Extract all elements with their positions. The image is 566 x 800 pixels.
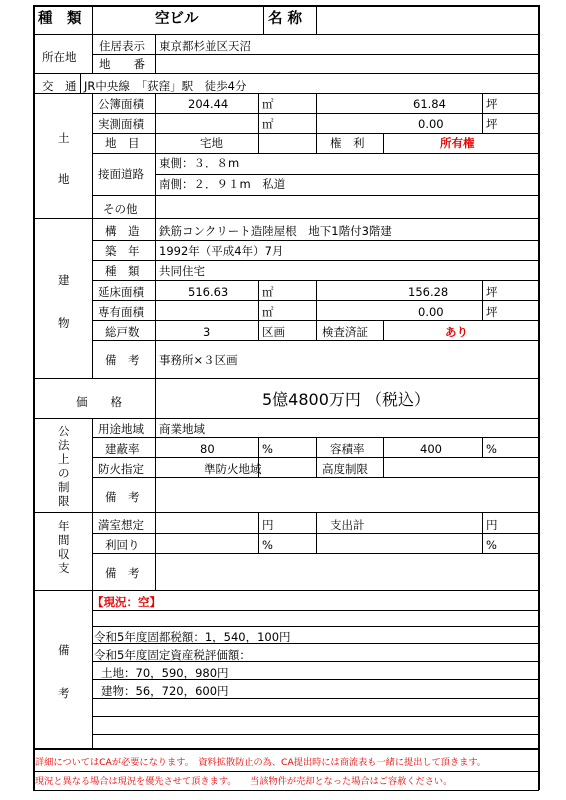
grid-line: [33, 5, 539, 7]
grid-line: [316, 437, 317, 477]
land-label-2: 地: [58, 172, 70, 186]
measured-area-tsubo: 0.00: [418, 117, 444, 131]
transport-label: 交 通: [42, 79, 77, 93]
grid-line: [258, 280, 259, 340]
address-value: 東京都杉並区天沼: [159, 39, 251, 53]
grid-line: [258, 512, 259, 553]
regulation-label-char: の: [58, 466, 70, 480]
grid-line: [482, 437, 483, 457]
grid-line: [33, 790, 539, 791]
other-label: その他: [103, 202, 138, 216]
notes-land-line: 土地：70，590，980円: [101, 666, 229, 680]
location-label: 所在地: [42, 50, 77, 64]
regulation-label-char: 制: [58, 480, 70, 494]
grid-line: [383, 320, 384, 340]
measured-area-m2-unit: ㎡: [262, 117, 274, 131]
regulation-label-char: 公: [58, 424, 70, 438]
fire-label: 防火指定: [98, 462, 144, 476]
coverage-percent: %: [262, 442, 273, 456]
income-label-char: 収: [58, 547, 70, 561]
footer-line-2: 現況と異なる場合は現況を優先させて頂きます。 当該物件が売却となった場合はご容赦ください。: [35, 776, 453, 787]
road-east: 東側：３．８m: [159, 156, 240, 170]
units-value: 3: [203, 325, 211, 339]
type-label: 種 類: [105, 264, 140, 278]
yield-label: 利回り: [105, 538, 140, 552]
address-label: 住居表示: [99, 39, 145, 53]
notes-building-line: 建物：56，720，600円: [101, 684, 229, 698]
name-label: 名 称: [268, 11, 303, 27]
registry-area-tsubo-unit: 坪: [486, 97, 498, 111]
registry-area-tsubo: 61.84: [413, 97, 446, 111]
grid-line: [33, 512, 539, 513]
grid-line: [33, 73, 539, 74]
grid-line: [92, 590, 93, 748]
grid-line: [92, 698, 539, 699]
grid-line: [482, 512, 483, 553]
exclusive-area-m2-unit: ㎡: [262, 305, 274, 319]
structure-value: 鉄筋コンクリート造陸屋根 地下1階付3階建: [159, 224, 392, 238]
grid-line: [92, 260, 539, 261]
grid-line: [33, 218, 539, 219]
registry-area-label: 公簿面積: [98, 97, 144, 111]
income-label: [58, 519, 72, 575]
grid-line: [155, 174, 539, 175]
full-occupancy-yen: 円: [262, 518, 274, 532]
grid-line: [538, 5, 540, 748]
regulation-label-char: 法: [58, 438, 70, 452]
grid-line: [155, 93, 156, 218]
grid-line: [383, 437, 384, 477]
rights-label: 権 利: [330, 136, 365, 150]
exclusive-area-label: 専有面積: [98, 305, 144, 319]
grid-line: [92, 54, 539, 55]
far-label: 容積率: [330, 442, 365, 456]
grid-line: [258, 93, 259, 153]
measured-area-tsubo-unit: 坪: [486, 117, 498, 131]
grid-line: [316, 93, 317, 153]
road-label: 接面道路: [98, 167, 144, 181]
grid-line: [92, 553, 539, 554]
price-value: 5億4800万円 （税込）: [262, 390, 430, 409]
inspection-value: あり: [445, 325, 468, 339]
grid-line: [155, 34, 156, 73]
kind-label: 種 類: [38, 11, 82, 27]
grid-line: [92, 340, 539, 341]
yield-percent-right: %: [486, 538, 497, 552]
structure-label: 構 造: [105, 224, 140, 238]
kind-value: 空ビル: [155, 11, 199, 27]
grid-line: [92, 512, 93, 590]
grid-line: [80, 73, 81, 93]
grid-line: [155, 512, 156, 590]
notes-assess-line: 令和5年度固定資産税評価額：: [94, 648, 251, 662]
building-label-1: 建: [58, 273, 70, 287]
notes-status: 【現況：空】: [92, 595, 161, 609]
grid-line: [92, 34, 93, 73]
inspection-label: 検査済証: [322, 325, 368, 339]
coverage-label: 建蔽率: [105, 442, 140, 456]
floor-area-tsubo-unit: 坪: [486, 285, 498, 299]
registry-area-m2: 204.44: [188, 97, 229, 111]
floor-area-m2: 516.63: [188, 285, 229, 299]
income-label-char: 支: [58, 561, 70, 575]
regulation-remarks-label: 備 考: [105, 490, 140, 504]
building-remarks-value: 事務所×３区画: [159, 353, 238, 367]
grid-line: [33, 378, 539, 379]
exclusive-area-tsubo-unit: 坪: [486, 305, 498, 319]
grid-line: [92, 195, 539, 196]
floor-area-tsubo: 156.28: [408, 285, 449, 299]
grid-line: [482, 280, 483, 320]
transport-value: JR中央線 「荻窪」駅 徒歩4分: [84, 79, 247, 93]
expense-label: 支出計: [330, 518, 365, 532]
grid-line: [316, 512, 317, 553]
full-occupancy-label: 満室想定: [98, 518, 144, 532]
price-label: 価 格: [76, 395, 122, 409]
notes-label-1: 備: [58, 643, 70, 657]
footer-line-1: 詳細についてはCAが必要になります。 資料拡散防止の為、CA提出時には商流表も一緒に提出して頂きます。: [35, 757, 486, 768]
height-label: 高度制限: [322, 462, 368, 476]
grid-line: [33, 771, 539, 772]
section-label: 区画: [262, 325, 285, 339]
grid-line: [482, 93, 483, 133]
grid-line: [92, 153, 539, 154]
lot-label: 地 番: [99, 57, 145, 71]
income-label-char: 間: [58, 533, 70, 547]
grid-line: [92, 716, 539, 717]
regulation-label-char: 限: [58, 494, 70, 508]
land-label-1: 土: [58, 131, 70, 145]
zoning-value: 商業地域: [159, 422, 205, 436]
grid-line: [155, 418, 156, 512]
grid-line: [92, 5, 93, 34]
grid-line: [383, 133, 384, 153]
floor-area-m2-unit: ㎡: [262, 285, 274, 299]
rights-value: 所有権: [440, 136, 475, 150]
land-category-label: 地 目: [105, 136, 140, 150]
units-label: 総戸数: [105, 325, 140, 339]
grid-line: [92, 240, 539, 241]
zoning-label: 用途地域: [98, 422, 144, 436]
grid-line: [92, 418, 93, 512]
grid-line: [316, 280, 317, 340]
grid-line: [155, 218, 156, 378]
measured-area-label: 実測面積: [98, 117, 144, 131]
grid-line: [33, 5, 35, 748]
built-value: 1992年（平成4年）7月: [159, 244, 284, 258]
land-category-value: 宅地: [200, 136, 223, 150]
building-remarks-label: 備 考: [105, 353, 140, 367]
far-value: 400: [420, 442, 442, 456]
grid-line: [33, 418, 539, 419]
expense-yen: 円: [486, 518, 498, 532]
building-label-2: 物: [58, 316, 70, 330]
notes-label-2: 考: [58, 686, 70, 700]
grid-line: [263, 5, 264, 34]
grid-line: [33, 748, 539, 750]
grid-line: [155, 378, 156, 418]
notes-tax-line: 令和5年度固都税額：1，540，100円: [94, 630, 291, 644]
regulation-label-char: 上: [58, 452, 70, 466]
grid-line: [92, 477, 539, 478]
grid-line: [316, 5, 317, 34]
built-label: 築 年: [105, 244, 140, 258]
grid-line: [33, 34, 539, 35]
floor-area-label: 延床面積: [98, 285, 144, 299]
type-value: 共同住宅: [159, 264, 205, 278]
coverage-value: 80: [200, 442, 215, 456]
grid-line: [33, 590, 539, 591]
yield-percent: %: [262, 538, 273, 552]
grid-line: [92, 734, 539, 735]
exclusive-area-tsubo: 0.00: [418, 305, 444, 319]
grid-line: [33, 93, 539, 94]
income-label-char: 年: [58, 519, 70, 533]
far-percent: %: [486, 442, 497, 456]
regulation-label: [58, 424, 72, 508]
grid-line: [92, 93, 93, 218]
registry-area-m2-unit: ㎡: [262, 97, 274, 111]
grid-line: [92, 218, 93, 378]
income-remarks-label: 備 考: [105, 566, 140, 580]
road-south: 南側：２．９１m 私道: [159, 177, 286, 191]
fire-value: 準防火地域: [204, 462, 262, 476]
grid-line: [92, 610, 539, 611]
grid-line: [92, 626, 539, 627]
grid-line: [538, 748, 540, 790]
